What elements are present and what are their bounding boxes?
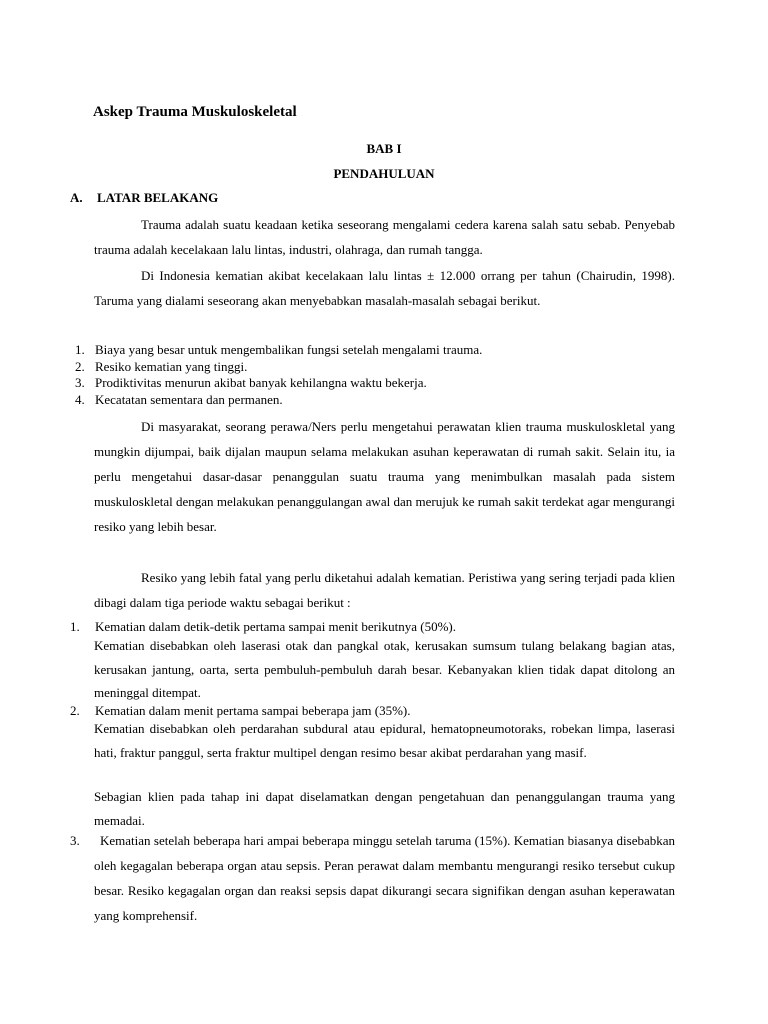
- period-heading-text: Kematian dalam menit pertama sampai beberapa jam (35%).: [95, 703, 411, 718]
- list-item: [70, 342, 482, 359]
- list-text: Kecatatan sementara dan permanen.: [95, 391, 283, 407]
- period-2-body-continued: Sebagian klien pada tahap ini dapat diselamatkan dengan pengetahuan dan penanggulangan trauma yang memadai.: [94, 789, 675, 828]
- period-2-body: Kematian disebabkan oleh perdarahan subdural atau epidural, hematopneumotoraks, robekan limpa, laserasi hati, fraktur panggul, serta fraktur multipel dengan resimo besar akibat perdarahan yang masif.: [94, 721, 675, 760]
- list-item: [70, 375, 482, 392]
- period-number: 2.: [70, 703, 80, 718]
- chapter-title: PENDAHULUAN: [333, 166, 435, 181]
- list-item: [70, 392, 482, 409]
- section-heading: [70, 190, 218, 206]
- paragraph-community-nurse: Di masyarakat, seorang perawa/Ners perlu mengetahui perawatan klien trauma muskuloskletal yang mungkin dijumpai, baik dijalan maupun selama melakukan asuhan keperawatan di rumah sakit. Selain itu, ia perlu mengetahui dasar-dasar penanggulan suatu trauma yang menimbulkan masalah pada sistem muskuloskletal dengan melakukan penanggulangan awal dan merujuk ke rumah sakit terdekat agar mengurangi resiko yang lebih besar.: [94, 419, 675, 534]
- list-text: Biaya yang besar untuk mengembalikan fungsi setelah mengalami trauma.: [95, 342, 483, 357]
- chapter-number: BAB I: [366, 141, 402, 156]
- list-text: Resiko kematian yang tinggi.: [95, 358, 248, 374]
- paragraph-fatal-risk: Resiko yang lebih fatal yang perlu diketahui adalah kematian. Peristiwa yang sering terjadi pada klien dibagi dalam tiga periode waktu sebagai berikut :: [94, 570, 675, 610]
- paragraph-trauma-definition: Trauma adalah suatu keadaan ketika seseorang mengalami cedera karena salah satu sebab. Penyebab trauma adalah kecelakaan lalu lintas, industri, olahraga, dan rumah tangga.: [94, 217, 675, 257]
- list-number: 1.: [75, 342, 85, 357]
- document-title: Askep Trauma Muskuloskeletal: [93, 104, 297, 120]
- list-number: 2.: [75, 358, 85, 374]
- paragraph-indonesia-statistics: Di Indonesia kematian akibat kecelakaan lalu lintas ± 12.000 orrang per tahun (Chairudin, 1998). Taruma yang dialami seseorang akan menyebabkan masalah-masalah sebagai berikut.: [94, 268, 675, 308]
- section-title: LATAR BELAKANG: [97, 190, 219, 205]
- list-text: Prodiktivitas menurun akibat banyak kehilangna waktu bekerja.: [95, 375, 427, 390]
- section-number: A.: [70, 190, 83, 205]
- list-number: 3.: [75, 375, 85, 390]
- problem-list: [70, 342, 482, 408]
- period-number: 3.: [70, 833, 80, 848]
- period-3-text: Kematian setelah beberapa hari ampai beberapa minggu setelah taruma (15%). Kematian biasanya disebabkan oleh kegagalan beberapa organ atau sepsis. Peran perawat dalam membantu mengurangi resiko tersebut cukup besar. Resiko kegagalan organ dan reaksi sepsis dapat dikurangi secara signifikan dengan asuhan keperawatan yang komprehensif.: [94, 833, 675, 923]
- period-1-body: Kematian disebabkan oleh laserasi otak dan pangkal otak, kerusakan sumsum tulang belakang bagian atas, kerusakan jantung, oarta, serta pembuluh-pembuluh darah besar. Kebanyakan klien tidak dapat ditolong an meninggal ditempat.: [94, 638, 675, 700]
- period-heading-text: Kematian dalam detik-detik pertama sampai menit berikutnya (50%).: [95, 619, 456, 634]
- list-number: 4.: [75, 391, 85, 407]
- period-number: 1.: [70, 619, 80, 634]
- period-1-heading: [70, 619, 456, 635]
- list-item: [70, 359, 482, 376]
